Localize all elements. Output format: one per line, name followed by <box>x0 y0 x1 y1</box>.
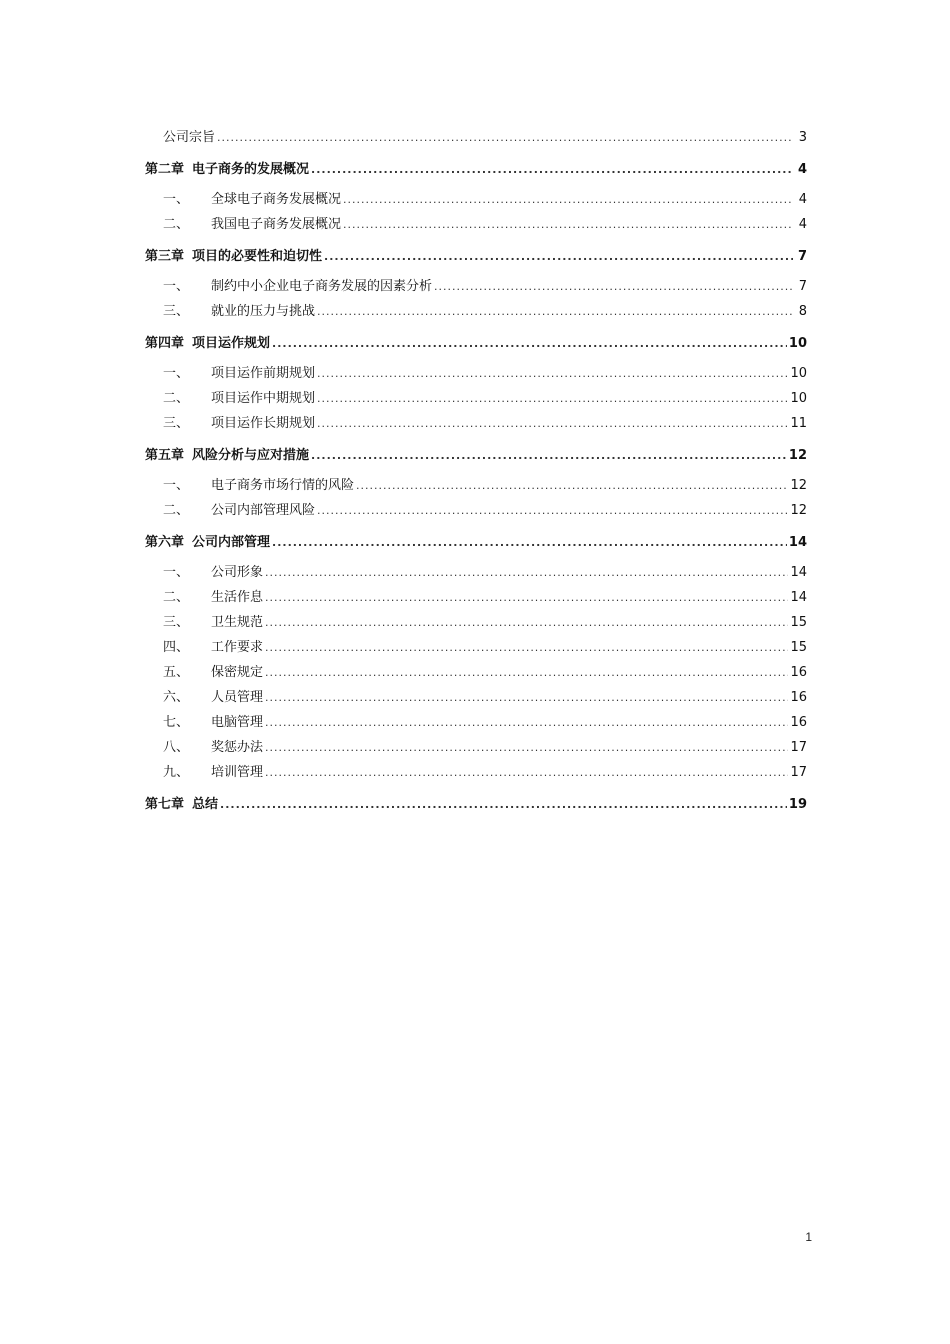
toc-section[interactable] <box>145 275 807 295</box>
toc-section-title: 保密规定 <box>211 665 264 680</box>
toc-section-page: 16 <box>790 665 807 680</box>
toc-section-number: 五、 <box>163 665 190 680</box>
toc-section-number: 二、 <box>163 391 190 406</box>
toc-chapter-page: 7 <box>797 249 807 264</box>
toc-section-title: 卫生规范 <box>211 615 264 630</box>
toc-chapter-title: 总结 <box>192 797 219 812</box>
toc-section[interactable] <box>145 362 807 382</box>
toc-section[interactable] <box>145 561 807 581</box>
toc-section-title: 全球电子商务发展概况 <box>211 192 342 207</box>
toc-leader-dots <box>272 536 787 549</box>
toc-section[interactable] <box>145 711 807 731</box>
toc-section[interactable] <box>145 213 807 233</box>
toc-section[interactable] <box>145 474 807 494</box>
toc-section-number: 六、 <box>163 690 190 705</box>
toc-section-page: 16 <box>790 715 807 730</box>
toc-section-title: 项目运作长期规划 <box>211 416 316 431</box>
toc-entry-lead[interactable] <box>145 126 807 146</box>
toc-section-page: 15 <box>790 640 807 655</box>
toc-chapter-title: 公司内部管理 <box>192 535 271 550</box>
toc-section-title: 制约中小企业电子商务发展的因素分析 <box>211 279 433 294</box>
toc-leader-dots <box>272 337 787 350</box>
toc-section-page: 7 <box>798 279 807 294</box>
toc-entry-page: 3 <box>798 130 807 145</box>
toc-section[interactable] <box>145 661 807 681</box>
toc-chapter-page: 10 <box>788 336 807 351</box>
toc-section-number: 三、 <box>163 416 190 431</box>
toc-section-number: 三、 <box>163 615 190 630</box>
toc-section-title: 生活作息 <box>211 590 264 605</box>
toc-section[interactable] <box>145 412 807 432</box>
toc-leader-dots <box>265 641 788 654</box>
toc-section-page: 16 <box>790 690 807 705</box>
toc-section-number: 一、 <box>163 565 190 580</box>
toc-chapter[interactable] <box>145 793 807 813</box>
toc-chapter-number: 第六章 <box>145 535 185 550</box>
toc-section-page: 12 <box>790 478 807 493</box>
toc-section[interactable] <box>145 761 807 781</box>
toc-section-title: 就业的压力与挑战 <box>211 304 316 319</box>
toc-section[interactable] <box>145 611 807 631</box>
toc-chapter-number: 第二章 <box>145 162 185 177</box>
toc-section-page: 14 <box>790 565 807 580</box>
toc-leader-dots <box>317 417 788 430</box>
toc-section-page: 15 <box>790 615 807 630</box>
toc-section-number: 八、 <box>163 740 190 755</box>
toc-section-page: 17 <box>790 740 807 755</box>
toc-leader-dots <box>311 163 793 176</box>
toc-chapter-title: 项目运作规划 <box>192 336 271 351</box>
toc-leader-dots <box>265 766 788 779</box>
toc-section-title: 公司形象 <box>211 565 264 580</box>
toc-section-number: 一、 <box>163 366 190 381</box>
toc-leader-dots <box>265 666 788 679</box>
toc-leader-dots <box>265 741 788 754</box>
toc-leader-dots <box>265 716 788 729</box>
toc-chapter-number: 第四章 <box>145 336 185 351</box>
toc-section-number: 九、 <box>163 765 190 780</box>
toc-section[interactable] <box>145 387 807 407</box>
toc-section[interactable] <box>145 586 807 606</box>
toc-leader-dots <box>317 305 793 318</box>
page-number: 1 <box>805 1230 812 1244</box>
toc-section-number: 二、 <box>163 217 190 232</box>
toc-chapter[interactable] <box>145 245 807 265</box>
toc-section-page: 10 <box>790 366 807 381</box>
toc-section-title: 电子商务市场行情的风险 <box>211 478 355 493</box>
toc-section-number: 一、 <box>163 279 190 294</box>
toc-section[interactable] <box>145 300 807 320</box>
toc-section-title: 人员管理 <box>211 690 264 705</box>
toc-section[interactable] <box>145 188 807 208</box>
toc-chapter-number: 第七章 <box>145 797 185 812</box>
toc-section-title: 培训管理 <box>211 765 264 780</box>
toc-section-title: 奖惩办法 <box>211 740 264 755</box>
toc-chapter[interactable] <box>145 332 807 352</box>
toc-section-title: 项目运作中期规划 <box>211 391 316 406</box>
toc-section-page: 14 <box>790 590 807 605</box>
toc-section[interactable] <box>145 499 807 519</box>
toc-section-page: 10 <box>790 391 807 406</box>
toc-leader-dots <box>317 367 788 380</box>
toc-section-number: 一、 <box>163 478 190 493</box>
toc-section-page: 4 <box>798 192 807 207</box>
toc-leader-dots <box>356 479 788 492</box>
toc-chapter-page: 14 <box>788 535 807 550</box>
toc-chapter-page: 12 <box>788 448 807 463</box>
toc-section-page: 12 <box>790 503 807 518</box>
toc-leader-dots <box>324 250 793 263</box>
toc-section-title: 电脑管理 <box>211 715 264 730</box>
toc-section-number: 二、 <box>163 590 190 605</box>
table-of-contents <box>145 126 807 823</box>
toc-chapter[interactable] <box>145 158 807 178</box>
toc-chapter-title: 项目的必要性和迫切性 <box>192 249 323 264</box>
toc-section-title: 公司内部管理风险 <box>211 503 316 518</box>
toc-section-number: 七、 <box>163 715 190 730</box>
toc-chapter-number: 第三章 <box>145 249 185 264</box>
toc-chapter[interactable] <box>145 531 807 551</box>
toc-section-page: 17 <box>790 765 807 780</box>
toc-chapter[interactable] <box>145 444 807 464</box>
toc-leader-dots <box>265 591 788 604</box>
toc-leader-dots <box>317 504 788 517</box>
toc-chapter-page: 19 <box>788 797 807 812</box>
toc-leader-dots <box>434 280 793 293</box>
toc-section-number: 二、 <box>163 503 190 518</box>
toc-section-number: 四、 <box>163 640 190 655</box>
toc-leader-dots <box>220 798 787 811</box>
toc-leader-dots <box>343 193 793 206</box>
toc-leader-dots <box>217 131 793 144</box>
toc-section-title: 我国电子商务发展概况 <box>211 217 342 232</box>
toc-section[interactable] <box>145 736 807 756</box>
toc-chapter-number: 第五章 <box>145 448 185 463</box>
toc-section-title: 项目运作前期规划 <box>211 366 316 381</box>
toc-section-number: 一、 <box>163 192 190 207</box>
toc-chapter-title: 电子商务的发展概况 <box>192 162 310 177</box>
toc-leader-dots <box>265 566 788 579</box>
toc-chapter-title: 风险分析与应对措施 <box>192 448 310 463</box>
toc-section[interactable] <box>145 636 807 656</box>
toc-section-page: 8 <box>798 304 807 319</box>
toc-leader-dots <box>317 392 788 405</box>
toc-chapter-page: 4 <box>797 162 807 177</box>
toc-section-number: 三、 <box>163 304 190 319</box>
toc-leader-dots <box>265 616 788 629</box>
toc-section-page: 4 <box>798 217 807 232</box>
toc-section[interactable] <box>145 686 807 706</box>
toc-section-title: 工作要求 <box>211 640 264 655</box>
toc-leader-dots <box>311 449 787 462</box>
toc-leader-dots <box>343 218 793 231</box>
toc-leader-dots <box>265 691 788 704</box>
toc-entry-title: 公司宗旨 <box>163 130 216 145</box>
toc-section-page: 11 <box>790 416 807 431</box>
